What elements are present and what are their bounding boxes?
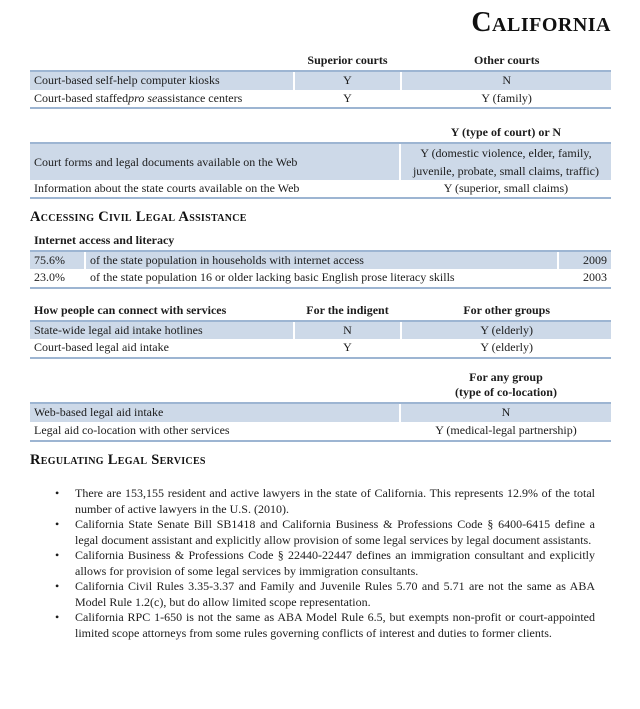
bullet-icon: • — [55, 486, 60, 500]
internet-access-header-row — [30, 233, 611, 250]
internet-access-table — [30, 233, 611, 289]
section-heading-regulating-legal-services: Regulating Legal Services — [30, 452, 206, 468]
colocation-header-row — [30, 370, 611, 402]
colocation-body — [30, 402, 611, 442]
cell-value: Y (domestic violence, elder, family, juvenile, probate, small claims, traffic) — [401, 144, 611, 180]
row-label-part: Court-based staffed — [34, 90, 129, 105]
column-header-other-groups: For other groups — [463, 303, 550, 317]
court-services-header-row — [30, 53, 611, 70]
row-label: Web-based legal aid intake — [30, 404, 399, 422]
cell-superior-courts: Y — [343, 90, 352, 105]
column-header-court-type: Y (type of court) or N — [450, 125, 562, 139]
connect-services-body — [30, 320, 611, 359]
connect-services-header-row — [30, 303, 611, 320]
web-resources-header-row — [30, 125, 611, 142]
column-header-indigent: For the indigent — [306, 303, 389, 317]
bullet-item — [55, 548, 611, 579]
bullet-item — [55, 517, 611, 548]
court-services-table — [30, 53, 611, 109]
cell-value: Y (superior, small claims) — [443, 180, 569, 195]
bullet-icon: • — [55, 579, 60, 593]
row-label: State-wide legal aid intake hotlines — [30, 322, 293, 339]
table-row — [30, 90, 611, 107]
table-row — [30, 422, 611, 440]
page-title: California — [471, 7, 611, 38]
column-header-connect: How people can connect with services — [34, 303, 227, 317]
cell-other-courts: Y (family) — [481, 90, 532, 105]
table-row — [30, 339, 611, 357]
cell-year: 2009 — [559, 252, 611, 269]
row-label — [30, 90, 293, 107]
bullet-icon: • — [55, 610, 60, 624]
bullet-text: California State Senate Bill SB1418 and California Business & Professions Code § 6400-6415 define a legal document assistant and explicitly allow provision of some legal services by legal document assistants. — [75, 517, 595, 547]
bullet-icon: • — [55, 548, 60, 562]
table-row — [30, 252, 611, 269]
column-header-any-group-text — [455, 370, 557, 400]
web-resources-body — [30, 142, 611, 199]
cell-other-courts: N — [402, 72, 611, 90]
cell-description: of the state population in households with internet access — [86, 252, 557, 269]
section-heading-accessing-civil-legal-assistance: Accessing Civil Legal Assistance — [30, 209, 247, 225]
cell-indigent: N — [295, 322, 401, 339]
colocation-table — [30, 370, 611, 442]
bullet-text: California Civil Rules 3.35-3.37 and Family and Juvenile Rules 5.70 and 5.71 are not the same as ABA Model Rule 1.2(c), but do allow limited scope representation. — [75, 579, 595, 609]
row-label: Court forms and legal documents available on the Web — [30, 144, 399, 180]
internet-access-body — [30, 250, 611, 289]
web-resources-table — [30, 125, 611, 199]
table-row — [30, 180, 611, 197]
cell-value: N — [401, 404, 611, 422]
row-label: Court-based self-help computer kiosks — [30, 72, 293, 90]
column-header-other-courts: Other courts — [473, 53, 540, 67]
cell-description: of the state population 16 or older lacking basic English prose literacy skills — [90, 270, 455, 285]
header-line-2: (type of co-location) — [454, 385, 557, 399]
header-spacer — [30, 370, 399, 402]
row-label-part: assistance centers — [157, 90, 243, 105]
cell-other-groups: Y (elderly) — [402, 322, 611, 339]
header-line-1: For any group — [469, 370, 543, 384]
cell-other-groups: Y (elderly) — [480, 340, 533, 355]
row-label-italic-part: pro se — [128, 90, 158, 105]
cell-superior-courts: Y — [295, 72, 401, 90]
column-header-superior-courts: Superior courts — [307, 53, 388, 67]
cell-year: 2003 — [583, 270, 607, 285]
bullet-item — [55, 579, 611, 610]
table-title-internet-access: Internet access and literacy — [34, 233, 175, 247]
table-row — [30, 322, 611, 339]
bullet-text: California RPC 1-650 is not the same as ABA Model Rule 6.5, but exempts non-profit or court-appointed limited scope attorneys from some rules governing conflicts of interest and duties to former clients. — [75, 610, 595, 640]
row-label: Court-based legal aid intake — [34, 340, 169, 355]
row-label: Information about the state courts available on the Web — [34, 180, 300, 195]
cell-indigent: Y — [343, 340, 352, 355]
regulating-bullet-list — [55, 486, 611, 641]
bullet-text: California Business & Professions Code § 22440-22447 defines an immigration consultant and explicitly allows for provision of some legal services by immigration consultants. — [75, 548, 595, 578]
bullet-icon: • — [55, 517, 60, 531]
bullet-item — [55, 486, 611, 517]
bullet-text: There are 153,155 resident and active lawyers in the state of California. This represents 12.9% of the total number of active lawyers in the U.S. (2010). — [75, 486, 595, 516]
bullet-item — [55, 610, 611, 641]
header-spacer — [30, 53, 293, 70]
cell-value: Y (medical-legal partnership) — [435, 423, 577, 438]
table-row — [30, 269, 611, 287]
table-row — [30, 72, 611, 90]
connect-services-table — [30, 303, 611, 359]
table-row — [30, 404, 611, 422]
row-label: Legal aid co-location with other services — [34, 423, 230, 438]
cell-percentage: 75.6% — [30, 252, 84, 269]
cell-percentage: 23.0% — [34, 270, 65, 285]
court-services-body — [30, 70, 611, 109]
table-row — [30, 144, 611, 180]
header-spacer — [30, 125, 399, 142]
column-header-any-group — [401, 370, 611, 402]
